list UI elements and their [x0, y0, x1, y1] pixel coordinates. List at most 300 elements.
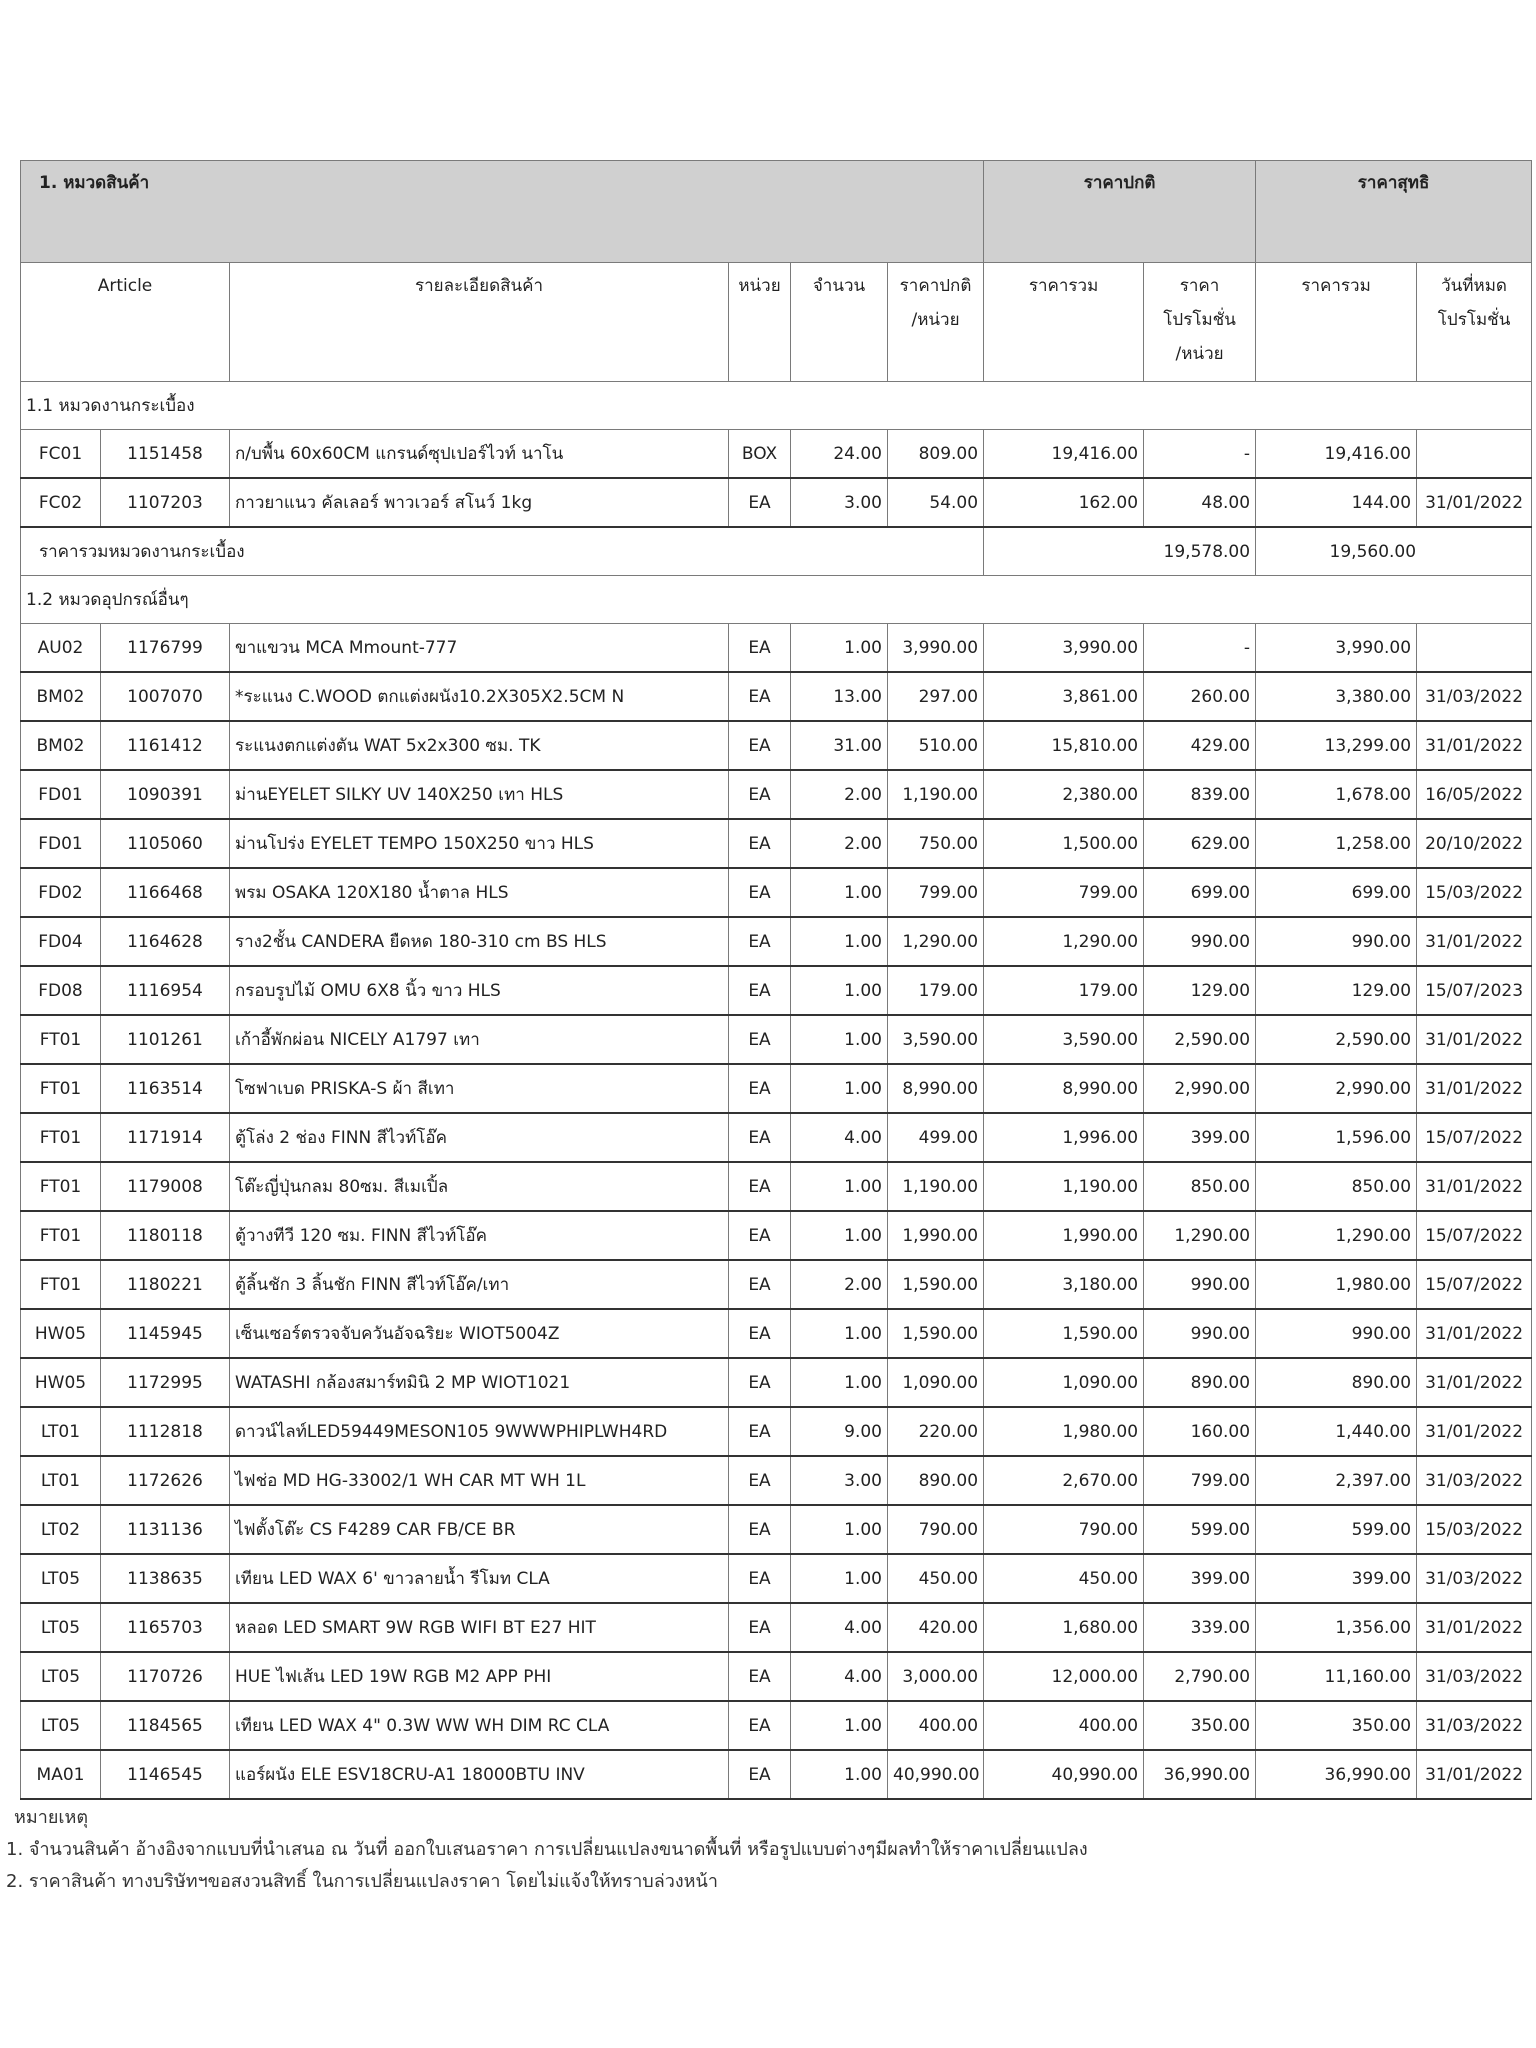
item-code: FT01: [21, 1211, 101, 1260]
item-promo-price: 260.00: [1144, 672, 1256, 721]
item-promo-price: -: [1144, 430, 1256, 479]
item-qty: 4.00: [791, 1603, 888, 1652]
item-qty: 3.00: [791, 1456, 888, 1505]
item-code: BM02: [21, 721, 101, 770]
item-description: กรอบรูปไม้ OMU 6X8 นิ้ว ขาว HLS: [230, 966, 729, 1015]
item-unit-price: 750.00: [888, 819, 984, 868]
item-description: ม่านโปร่ง EYELET TEMPO 150X250 ขาว HLS: [230, 819, 729, 868]
item-code: MA01: [21, 1750, 101, 1799]
item-code: FC01: [21, 430, 101, 479]
item-total: 1,090.00: [984, 1358, 1144, 1407]
item-promo-price: -: [1144, 624, 1256, 673]
item-net-total: 399.00: [1256, 1554, 1417, 1603]
item-unit-price: 40,990.00: [888, 1750, 984, 1799]
item-qty: 1.00: [791, 917, 888, 966]
item-qty: 1.00: [791, 1211, 888, 1260]
item-promo-price: 990.00: [1144, 917, 1256, 966]
item-article: 1161412: [101, 721, 230, 770]
item-total: 790.00: [984, 1505, 1144, 1554]
item-promo-end: 31/03/2022: [1417, 1456, 1532, 1505]
net-price-header: ราคาสุทธิ: [1256, 161, 1532, 263]
item-total: 450.00: [984, 1554, 1144, 1603]
item-promo-price: 1,290.00: [1144, 1211, 1256, 1260]
table-row: [21, 1750, 1532, 1799]
table-row: [21, 1407, 1532, 1456]
item-net-total: 1,356.00: [1256, 1603, 1417, 1652]
item-qty: 31.00: [791, 721, 888, 770]
item-code: FD01: [21, 770, 101, 819]
table-main-header: [21, 161, 1532, 263]
item-promo-price: 399.00: [1144, 1554, 1256, 1603]
item-unit: EA: [729, 721, 791, 770]
item-promo-end: 31/01/2022: [1417, 721, 1532, 770]
item-unit-price: 3,990.00: [888, 624, 984, 673]
item-article: 1164628: [101, 917, 230, 966]
section-title: 1.2 หมวดอุปกรณ์อื่นๆ: [21, 576, 1532, 624]
item-unit: EA: [729, 1358, 791, 1407]
item-net-total: 1,596.00: [1256, 1113, 1417, 1162]
item-net-total: 699.00: [1256, 868, 1417, 917]
table-row: [21, 1113, 1532, 1162]
item-total: 19,416.00: [984, 430, 1144, 479]
item-description: WATASHI กล้องสมาร์ทมินิ 2 MP WIOT1021: [230, 1358, 729, 1407]
item-promo-end: 31/03/2022: [1417, 1554, 1532, 1603]
table-row: [21, 1162, 1532, 1211]
item-article: 1170726: [101, 1652, 230, 1701]
item-description: *ระแนง C.WOOD ตกแต่งผนัง10.2X305X2.5CM N: [230, 672, 729, 721]
item-qty: 1.00: [791, 1358, 888, 1407]
item-total: 1,190.00: [984, 1162, 1144, 1211]
item-promo-end: 31/01/2022: [1417, 1407, 1532, 1456]
item-promo-end: 15/07/2022: [1417, 1211, 1532, 1260]
notes: [6, 1802, 1088, 1898]
item-unit: EA: [729, 1701, 791, 1750]
item-article: 1179008: [101, 1162, 230, 1211]
regular-price-header: ราคาปกติ: [984, 161, 1256, 263]
item-net-total: 19,416.00: [1256, 430, 1417, 479]
item-promo-price: 48.00: [1144, 478, 1256, 527]
item-promo-end: 31/01/2022: [1417, 1162, 1532, 1211]
notes-title: หมายเหตุ: [14, 1807, 89, 1828]
item-net-total: 129.00: [1256, 966, 1417, 1015]
item-net-total: 1,980.00: [1256, 1260, 1417, 1309]
item-qty: 4.00: [791, 1652, 888, 1701]
item-total: 179.00: [984, 966, 1144, 1015]
item-article: 1165703: [101, 1603, 230, 1652]
item-net-total: 1,678.00: [1256, 770, 1417, 819]
item-net-total: 990.00: [1256, 917, 1417, 966]
item-unit-price: 790.00: [888, 1505, 984, 1554]
table-row: [21, 672, 1532, 721]
item-description: เก้าอี้พักผ่อน NICELY A1797 เทา: [230, 1015, 729, 1064]
item-code: FT01: [21, 1064, 101, 1113]
item-description: HUE ไฟเส้น LED 19W RGB M2 APP PHI: [230, 1652, 729, 1701]
promo-price-col-header: [1144, 263, 1256, 382]
item-article: 1101261: [101, 1015, 230, 1064]
item-promo-price: 399.00: [1144, 1113, 1256, 1162]
item-unit-price: 1,190.00: [888, 1162, 984, 1211]
item-article: 1172626: [101, 1456, 230, 1505]
item-promo-price: 339.00: [1144, 1603, 1256, 1652]
item-description: ก/บพื้น 60x60CM แกรนด์ซุปเปอร์ไวท์ นาโน: [230, 430, 729, 479]
item-promo-end: 31/03/2022: [1417, 1701, 1532, 1750]
item-total: 3,590.00: [984, 1015, 1144, 1064]
item-qty: 2.00: [791, 1260, 888, 1309]
table-row: [21, 1701, 1532, 1750]
table-row: [21, 1260, 1532, 1309]
item-article: 1171914: [101, 1113, 230, 1162]
item-description: ตู้ลิ้นชัก 3 ลิ้นชัก FINN สีไวท์โอ๊ค/เทา: [230, 1260, 729, 1309]
item-qty: 4.00: [791, 1113, 888, 1162]
item-promo-price: 599.00: [1144, 1505, 1256, 1554]
item-unit-price: 400.00: [888, 1701, 984, 1750]
item-unit: EA: [729, 478, 791, 527]
item-qty: 13.00: [791, 672, 888, 721]
table-row: [21, 478, 1532, 527]
item-total: 12,000.00: [984, 1652, 1144, 1701]
description-col-header: รายละเอียดสินค้า: [230, 263, 729, 382]
item-total: 1,680.00: [984, 1603, 1144, 1652]
table-row: [21, 819, 1532, 868]
item-promo-price: 160.00: [1144, 1407, 1256, 1456]
item-promo-end: 31/01/2022: [1417, 1358, 1532, 1407]
total-col-header: ราคารวม: [984, 263, 1144, 382]
table-row: [21, 1015, 1532, 1064]
promo-header-line1: ราคา: [1179, 276, 1220, 296]
item-article: 1131136: [101, 1505, 230, 1554]
item-qty: 1.00: [791, 868, 888, 917]
item-total: 40,990.00: [984, 1750, 1144, 1799]
item-promo-end: 31/03/2022: [1417, 672, 1532, 721]
note-line-1: 1. จำนวนสินค้า อ้างอิงจากแบบที่นำเสนอ ณ วันที่ ออกใบเสนอราคา การเปลี่ยนแปลงขนาดพื้นที่ หรือรูปแบบต่างๆมีผลทำให้ราคาเปลี่ยนแปลง: [6, 1839, 1088, 1860]
item-code: LT01: [21, 1407, 101, 1456]
table-row: [21, 917, 1532, 966]
item-qty: 1.00: [791, 1162, 888, 1211]
item-total: 3,861.00: [984, 672, 1144, 721]
item-unit-price: 1,990.00: [888, 1211, 984, 1260]
table-row: [21, 1358, 1532, 1407]
item-promo-end: 31/01/2022: [1417, 478, 1532, 527]
item-total: 2,670.00: [984, 1456, 1144, 1505]
qty-col-header: จำนวน: [791, 263, 888, 382]
item-qty: 1.00: [791, 1554, 888, 1603]
item-promo-end: 20/10/2022: [1417, 819, 1532, 868]
item-article: 1151458: [101, 430, 230, 479]
item-qty: 1.00: [791, 966, 888, 1015]
item-total: 1,990.00: [984, 1211, 1144, 1260]
item-article: 1172995: [101, 1358, 230, 1407]
item-unit: BOX: [729, 430, 791, 479]
item-total: 1,996.00: [984, 1113, 1144, 1162]
item-unit-price: 1,190.00: [888, 770, 984, 819]
item-unit: EA: [729, 1064, 791, 1113]
item-unit: EA: [729, 819, 791, 868]
item-total: 799.00: [984, 868, 1144, 917]
unit-price-header-line1: ราคาปกติ: [899, 276, 972, 296]
item-total: 1,980.00: [984, 1407, 1144, 1456]
item-total: 15,810.00: [984, 721, 1144, 770]
item-article: 1166468: [101, 868, 230, 917]
item-promo-end: 31/03/2022: [1417, 1652, 1532, 1701]
item-promo-price: 36,990.00: [1144, 1750, 1256, 1799]
item-description: แอร์ผนัง ELE ESV18CRU-A1 18000BTU INV: [230, 1750, 729, 1799]
item-qty: 1.00: [791, 1309, 888, 1358]
table-row: [21, 770, 1532, 819]
item-unit-price: 179.00: [888, 966, 984, 1015]
item-net-total: 599.00: [1256, 1505, 1417, 1554]
item-article: 1176799: [101, 624, 230, 673]
item-unit: EA: [729, 1211, 791, 1260]
item-description: เทียน LED WAX 4" 0.3W WW WH DIM RC CLA: [230, 1701, 729, 1750]
item-code: FT01: [21, 1162, 101, 1211]
item-article: 1007070: [101, 672, 230, 721]
item-unit-price: 297.00: [888, 672, 984, 721]
item-unit: EA: [729, 770, 791, 819]
item-code: FD02: [21, 868, 101, 917]
section-title-row: [21, 382, 1532, 430]
item-unit: EA: [729, 966, 791, 1015]
item-qty: 24.00: [791, 430, 888, 479]
item-article: 1184565: [101, 1701, 230, 1750]
subtotal-net-value: 19,560.00: [1329, 541, 1417, 562]
table-row: [21, 624, 1532, 673]
item-qty: 2.00: [791, 770, 888, 819]
item-promo-end: 15/07/2022: [1417, 1113, 1532, 1162]
item-total: 1,500.00: [984, 819, 1144, 868]
item-total: 162.00: [984, 478, 1144, 527]
item-article: 1138635: [101, 1554, 230, 1603]
item-promo-price: 990.00: [1144, 1260, 1256, 1309]
table-row: [21, 721, 1532, 770]
item-unit-price: 450.00: [888, 1554, 984, 1603]
item-net-total: 850.00: [1256, 1162, 1417, 1211]
item-article: 1105060: [101, 819, 230, 868]
item-promo-end: 31/01/2022: [1417, 917, 1532, 966]
item-code: LT05: [21, 1652, 101, 1701]
item-net-total: 350.00: [1256, 1701, 1417, 1750]
item-description: ม่านEYELET SILKY UV 140X250 เทา HLS: [230, 770, 729, 819]
item-promo-price: 350.00: [1144, 1701, 1256, 1750]
item-unit: EA: [729, 868, 791, 917]
item-promo-end: 15/07/2022: [1417, 1260, 1532, 1309]
item-promo-price: 2,590.00: [1144, 1015, 1256, 1064]
item-unit: EA: [729, 1260, 791, 1309]
item-total: 8,990.00: [984, 1064, 1144, 1113]
item-unit-price: 499.00: [888, 1113, 984, 1162]
item-promo-price: 699.00: [1144, 868, 1256, 917]
subtotal-net: [1256, 527, 1532, 576]
item-article: 1090391: [101, 770, 230, 819]
item-promo-price: 890.00: [1144, 1358, 1256, 1407]
item-promo-price: 2,990.00: [1144, 1064, 1256, 1113]
table-row: [21, 1064, 1532, 1113]
item-unit-price: 54.00: [888, 478, 984, 527]
table-row: [21, 1505, 1532, 1554]
item-unit: EA: [729, 1554, 791, 1603]
item-unit-price: 809.00: [888, 430, 984, 479]
item-promo-price: 850.00: [1144, 1162, 1256, 1211]
item-code: FC02: [21, 478, 101, 527]
item-promo-end: 15/03/2022: [1417, 868, 1532, 917]
table-row: [21, 1554, 1532, 1603]
item-promo-price: 629.00: [1144, 819, 1256, 868]
item-description: ไฟช่อ MD HG-33002/1 WH CAR MT WH 1L: [230, 1456, 729, 1505]
item-qty: 2.00: [791, 819, 888, 868]
item-code: FT01: [21, 1015, 101, 1064]
item-unit: EA: [729, 1309, 791, 1358]
item-promo-price: 129.00: [1144, 966, 1256, 1015]
item-promo-end: 15/07/2023: [1417, 966, 1532, 1015]
item-net-total: 3,380.00: [1256, 672, 1417, 721]
promo-header-line3: /หน่วย: [1175, 344, 1224, 364]
item-total: 3,180.00: [984, 1260, 1144, 1309]
table-row: [21, 430, 1532, 479]
item-promo-price: 839.00: [1144, 770, 1256, 819]
item-unit: EA: [729, 624, 791, 673]
table-row: [21, 1603, 1532, 1652]
item-article: 1163514: [101, 1064, 230, 1113]
item-unit: EA: [729, 1162, 791, 1211]
subtotal-row: [21, 527, 1532, 576]
item-unit-price: 1,290.00: [888, 917, 984, 966]
item-total: 2,380.00: [984, 770, 1144, 819]
item-description: เซ็นเซอร์ตรวจจับควันอัจฉริยะ WIOT5004Z: [230, 1309, 729, 1358]
promo-end-header-line2: โปรโมชั่น: [1437, 310, 1511, 330]
item-description: ระแนงตกแต่งตัน WAT 5x2x300 ซม. TK: [230, 721, 729, 770]
item-unit-price: 220.00: [888, 1407, 984, 1456]
subtotal-label: ราคารวมหมวดงานกระเบื้อง: [21, 527, 984, 576]
unit-price-header-line2: /หน่วย: [911, 310, 960, 330]
item-unit: EA: [729, 672, 791, 721]
category-header: 1. หมวดสินค้า: [21, 161, 984, 263]
item-promo-end: 31/01/2022: [1417, 1064, 1532, 1113]
item-total: 1,290.00: [984, 917, 1144, 966]
item-description: หลอด LED SMART 9W RGB WIFI BT E27 HIT: [230, 1603, 729, 1652]
item-code: LT05: [21, 1603, 101, 1652]
item-promo-price: 799.00: [1144, 1456, 1256, 1505]
item-qty: 9.00: [791, 1407, 888, 1456]
item-promo-price: 2,790.00: [1144, 1652, 1256, 1701]
item-net-total: 890.00: [1256, 1358, 1417, 1407]
item-promo-end: 31/01/2022: [1417, 1309, 1532, 1358]
item-unit-price: 8,990.00: [888, 1064, 984, 1113]
item-unit: EA: [729, 1407, 791, 1456]
item-qty: 1.00: [791, 1015, 888, 1064]
item-net-total: 2,397.00: [1256, 1456, 1417, 1505]
item-article: 1112818: [101, 1407, 230, 1456]
item-article: 1180118: [101, 1211, 230, 1260]
item-code: LT02: [21, 1505, 101, 1554]
item-unit: EA: [729, 1505, 791, 1554]
section-title-row: [21, 576, 1532, 624]
item-unit-price: 3,590.00: [888, 1015, 984, 1064]
item-article: 1107203: [101, 478, 230, 527]
item-code: LT05: [21, 1701, 101, 1750]
note-line-2: 2. ราคาสินค้า ทางบริษัทฯขอสงวนสิทธิ์ ในการเปลี่ยนแปลงราคา โดยไม่แจ้งให้ทราบล่วงหน้า: [6, 1871, 718, 1892]
item-qty: 1.00: [791, 1064, 888, 1113]
item-net-total: 1,440.00: [1256, 1407, 1417, 1456]
item-qty: 3.00: [791, 478, 888, 527]
item-unit-price: 890.00: [888, 1456, 984, 1505]
item-net-total: 1,290.00: [1256, 1211, 1417, 1260]
item-promo-end: 15/03/2022: [1417, 1505, 1532, 1554]
table-column-header: [21, 263, 1532, 382]
item-promo-price: 990.00: [1144, 1309, 1256, 1358]
item-promo-end: 16/05/2022: [1417, 770, 1532, 819]
item-article: 1116954: [101, 966, 230, 1015]
item-unit-price: 3,000.00: [888, 1652, 984, 1701]
item-description: ราง2ชั้น CANDERA ยืดหด 180-310 cm BS HLS: [230, 917, 729, 966]
item-description: ตู้โล่ง 2 ช่อง FINN สีไวท์โอ๊ค: [230, 1113, 729, 1162]
item-description: พรม OSAKA 120X180 น้ำตาล HLS: [230, 868, 729, 917]
item-code: LT01: [21, 1456, 101, 1505]
item-code: FD08: [21, 966, 101, 1015]
item-unit: EA: [729, 1113, 791, 1162]
item-net-total: 144.00: [1256, 478, 1417, 527]
item-unit: EA: [729, 1750, 791, 1799]
item-unit-price: 1,590.00: [888, 1309, 984, 1358]
item-promo-price: 429.00: [1144, 721, 1256, 770]
item-code: HW05: [21, 1309, 101, 1358]
item-description: ดาวน์ไลท์LED59449MESON105 9WWWPHIPLWH4RD: [230, 1407, 729, 1456]
item-net-total: 990.00: [1256, 1309, 1417, 1358]
promo-header-line2: โปรโมชั่น: [1163, 310, 1236, 330]
promo-end-col-header: [1417, 263, 1532, 382]
item-promo-end: 31/01/2022: [1417, 1603, 1532, 1652]
item-unit-price: 799.00: [888, 868, 984, 917]
item-unit: EA: [729, 1603, 791, 1652]
item-unit-price: 420.00: [888, 1603, 984, 1652]
item-net-total: 11,160.00: [1256, 1652, 1417, 1701]
table-row: [21, 1652, 1532, 1701]
table-row: [21, 966, 1532, 1015]
item-net-total: 1,258.00: [1256, 819, 1417, 868]
item-promo-end: 31/01/2022: [1417, 1750, 1532, 1799]
item-net-total: 2,590.00: [1256, 1015, 1417, 1064]
item-code: HW05: [21, 1358, 101, 1407]
subtotal-total: 19,578.00: [984, 527, 1256, 576]
item-qty: 1.00: [791, 624, 888, 673]
item-description: ตู้วางทีวี 120 ซม. FINN สีไวท์โอ๊ค: [230, 1211, 729, 1260]
item-net-total: 36,990.00: [1256, 1750, 1417, 1799]
item-article: 1145945: [101, 1309, 230, 1358]
item-unit: EA: [729, 1652, 791, 1701]
item-total: 400.00: [984, 1701, 1144, 1750]
item-net-total: 3,990.00: [1256, 624, 1417, 673]
table-row: [21, 1309, 1532, 1358]
item-description: โซฟาเบด PRISKA-S ผ้า สีเทา: [230, 1064, 729, 1113]
table-row: [21, 868, 1532, 917]
item-qty: 1.00: [791, 1750, 888, 1799]
item-total: 3,990.00: [984, 624, 1144, 673]
item-description: ไฟตั้งโต๊ะ CS F4289 CAR FB/CE BR: [230, 1505, 729, 1554]
item-net-total: 13,299.00: [1256, 721, 1417, 770]
item-promo-end: [1417, 430, 1532, 479]
item-unit: EA: [729, 1456, 791, 1505]
quotation-table: [20, 160, 1532, 1800]
unit-price-col-header: [888, 263, 984, 382]
item-code: FD04: [21, 917, 101, 966]
item-code: FD01: [21, 819, 101, 868]
table-row: [21, 1211, 1532, 1260]
net-total-col-header: ราคารวม: [1256, 263, 1417, 382]
item-qty: 1.00: [791, 1701, 888, 1750]
item-code: LT05: [21, 1554, 101, 1603]
item-unit: EA: [729, 917, 791, 966]
item-article: 1180221: [101, 1260, 230, 1309]
promo-end-header-line1: วันที่หมด: [1441, 276, 1507, 296]
item-description: เทียน LED WAX 6' ขาวลายน้ำ รีโมท CLA: [230, 1554, 729, 1603]
